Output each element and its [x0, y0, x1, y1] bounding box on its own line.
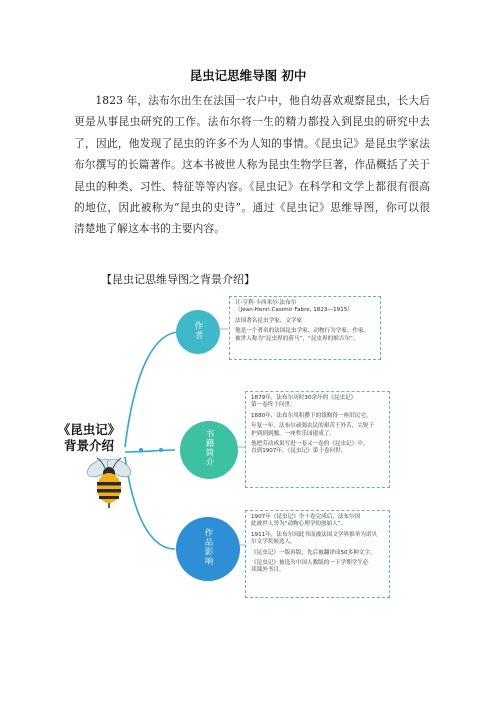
note-line: 1879年，法布尔历时30余年的《昆虫记》 — [251, 395, 357, 401]
connector-dot-2 — [159, 448, 163, 452]
connector-author — [125, 332, 180, 447]
central-topic — [55, 422, 123, 454]
central-topic-line-2: 背景介绍 — [63, 438, 114, 453]
node-intro-label: 书籍简介 — [204, 429, 214, 467]
note-line: 护到到到腰，一座哲乐园建成了。 — [251, 430, 335, 437]
note-line: 1907年《昆虫记》全十卷完成后，法布尔因 — [251, 514, 361, 520]
connector-intro — [125, 450, 175, 452]
note-line: 读课外书目。 — [251, 567, 285, 574]
note-line: 他是一个著名的法国昆虫学家、动物行为学家、作家。 — [235, 328, 370, 335]
note-line: （Jean-Henri Casimir Fabre, 1823—1915） — [235, 307, 353, 314]
author-notes-box — [229, 296, 381, 360]
note-line: 尔文学奖候选人。 — [251, 539, 296, 546]
note-line: 法国著名昆虫学家、文学家 — [235, 317, 303, 324]
note-line: 1880年，法布尔用积攒下的钱购得一座旧民宅。 — [251, 412, 372, 419]
node-author-label: 作者 — [193, 321, 203, 340]
note-line: 《昆虫记》一版再版，先后被翻译成50多种文字。 — [251, 549, 376, 556]
note-line: 他把劳动成果写进一卷又一卷的《昆虫记》中， — [251, 441, 369, 448]
note-line: 1911年，法布尔因此书而被法国文学界推举为诺贝 — [251, 531, 378, 538]
note-line: 年复一年，法布尔顽强农民的艰苦于外苦，尖锐于 — [251, 423, 375, 430]
note-line: 《昆虫记》被选为中国人教版的一下学期学生必 — [251, 560, 369, 567]
note-line: 被世人称为“昆虫界的荷马”，“昆虫界的维吉尔”。 — [235, 335, 359, 342]
impact-notes-box — [245, 510, 390, 598]
intro-notes-box — [245, 391, 390, 488]
connector-dot-1 — [139, 448, 143, 452]
note-line: 直到1907年，《昆虫记》第十卷问世。 — [251, 448, 347, 455]
intro-paragraph: 1823 年，法布尔出生在法国一农户中，他自幼喜欢观察昆虫，长大后更是从事昆虫研究的工作。法布尔将一生的精力都投入到昆虫的研究中去了，因此，他发现了昆虫的许多不为人知的事情。《昆虫记》是昆虫学家法布尔撰写的长篇著作。这本书被世人称为昆虫生物学巨著，作品概括了关于昆虫的种类、习性、特征等等内容。《昆虫记》在科学和文学上都很有很高的地位，因此被称为“昆虫的史诗”。通过《昆虫记》思维导图，你可以很清楚地了解这本书的主要内容。 — [74, 94, 430, 236]
note-line: 第一卷终于问世。 — [251, 402, 296, 409]
central-topic-line-1: 《昆虫记》 — [57, 422, 121, 437]
mind-map — [55, 287, 390, 611]
section-heading: 【昆虫记思维导图之背景介绍】 — [101, 273, 255, 286]
connector-impact — [125, 457, 175, 549]
note-line: 此被世人誉为“动物心理学的创始人”。 — [251, 521, 347, 528]
node-impact-label: 作品影响 — [203, 528, 213, 566]
note-line: 让·亨利·卡西米尔·法布尔 — [235, 300, 297, 306]
page-title: 昆虫记思维导图 初中 — [189, 68, 307, 83]
